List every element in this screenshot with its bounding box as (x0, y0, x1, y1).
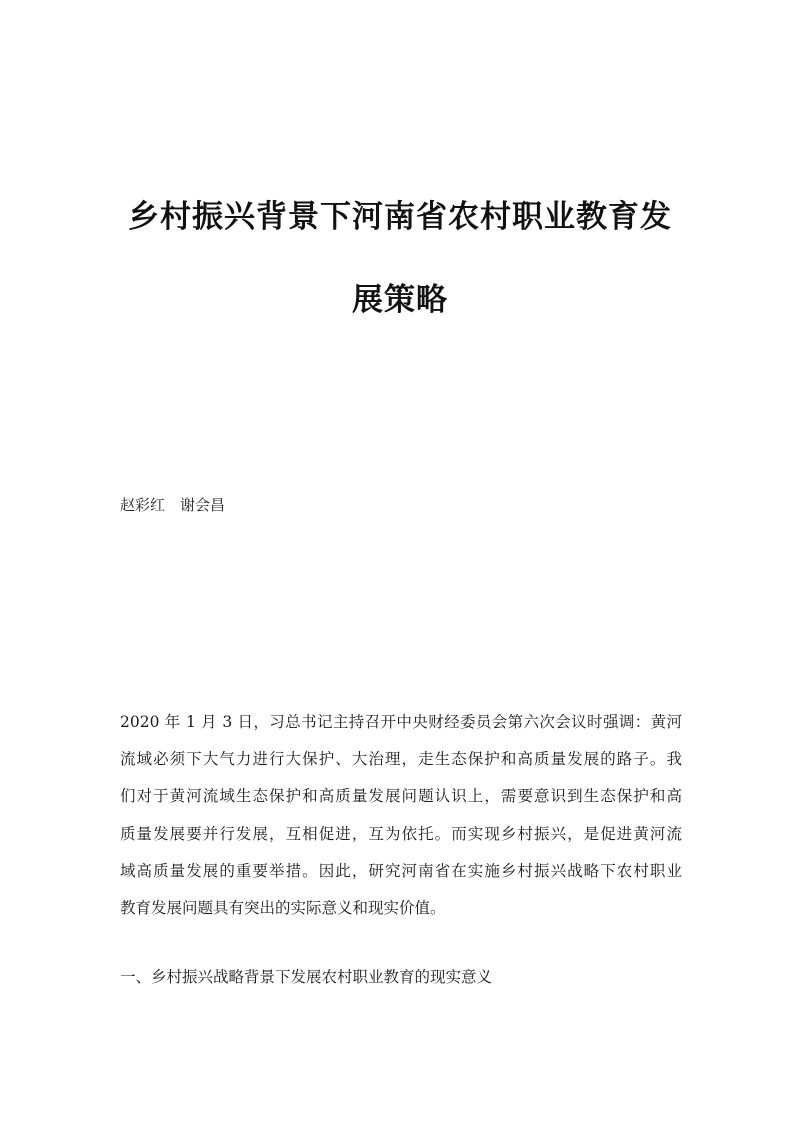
paragraph-line: 流域必须下大气力进行大保护、大治理，走生态保护和高质量发展的路子。我 (120, 750, 682, 769)
document-title-line-2: 展策略 (352, 282, 448, 318)
section-heading: 一、乡村振兴战略背景下发展农村职业教育的现实意义 (120, 968, 493, 986)
document-title-line-1: 乡村振兴背景下河南省农村职业教育发 (128, 199, 672, 235)
document-title (100, 176, 700, 342)
paragraph-line: 们对于黄河流域生态保护和高质量发展问题认识上，需要意识到生态保护和高 (120, 787, 682, 806)
intro-paragraph (120, 704, 682, 927)
paragraph-line: 域高质量发展的重要举措。因此，研究河南省在实施乡村振兴战略下农村职业 (120, 861, 682, 880)
paragraph-line: 2020 年 1 月 3 日，习总书记主持召开中央财经委员会第六次会议时强调：黄河 (120, 713, 682, 731)
paragraph-line: 教育发展问题具有突出的实际意义和现实价值。 (120, 899, 446, 918)
document-authors: 赵彩红 谢会昌 (120, 496, 226, 514)
paragraph-line: 质量发展要并行发展，互相促进，互为依托。而实现乡村振兴，是促进黄河流 (120, 824, 682, 843)
